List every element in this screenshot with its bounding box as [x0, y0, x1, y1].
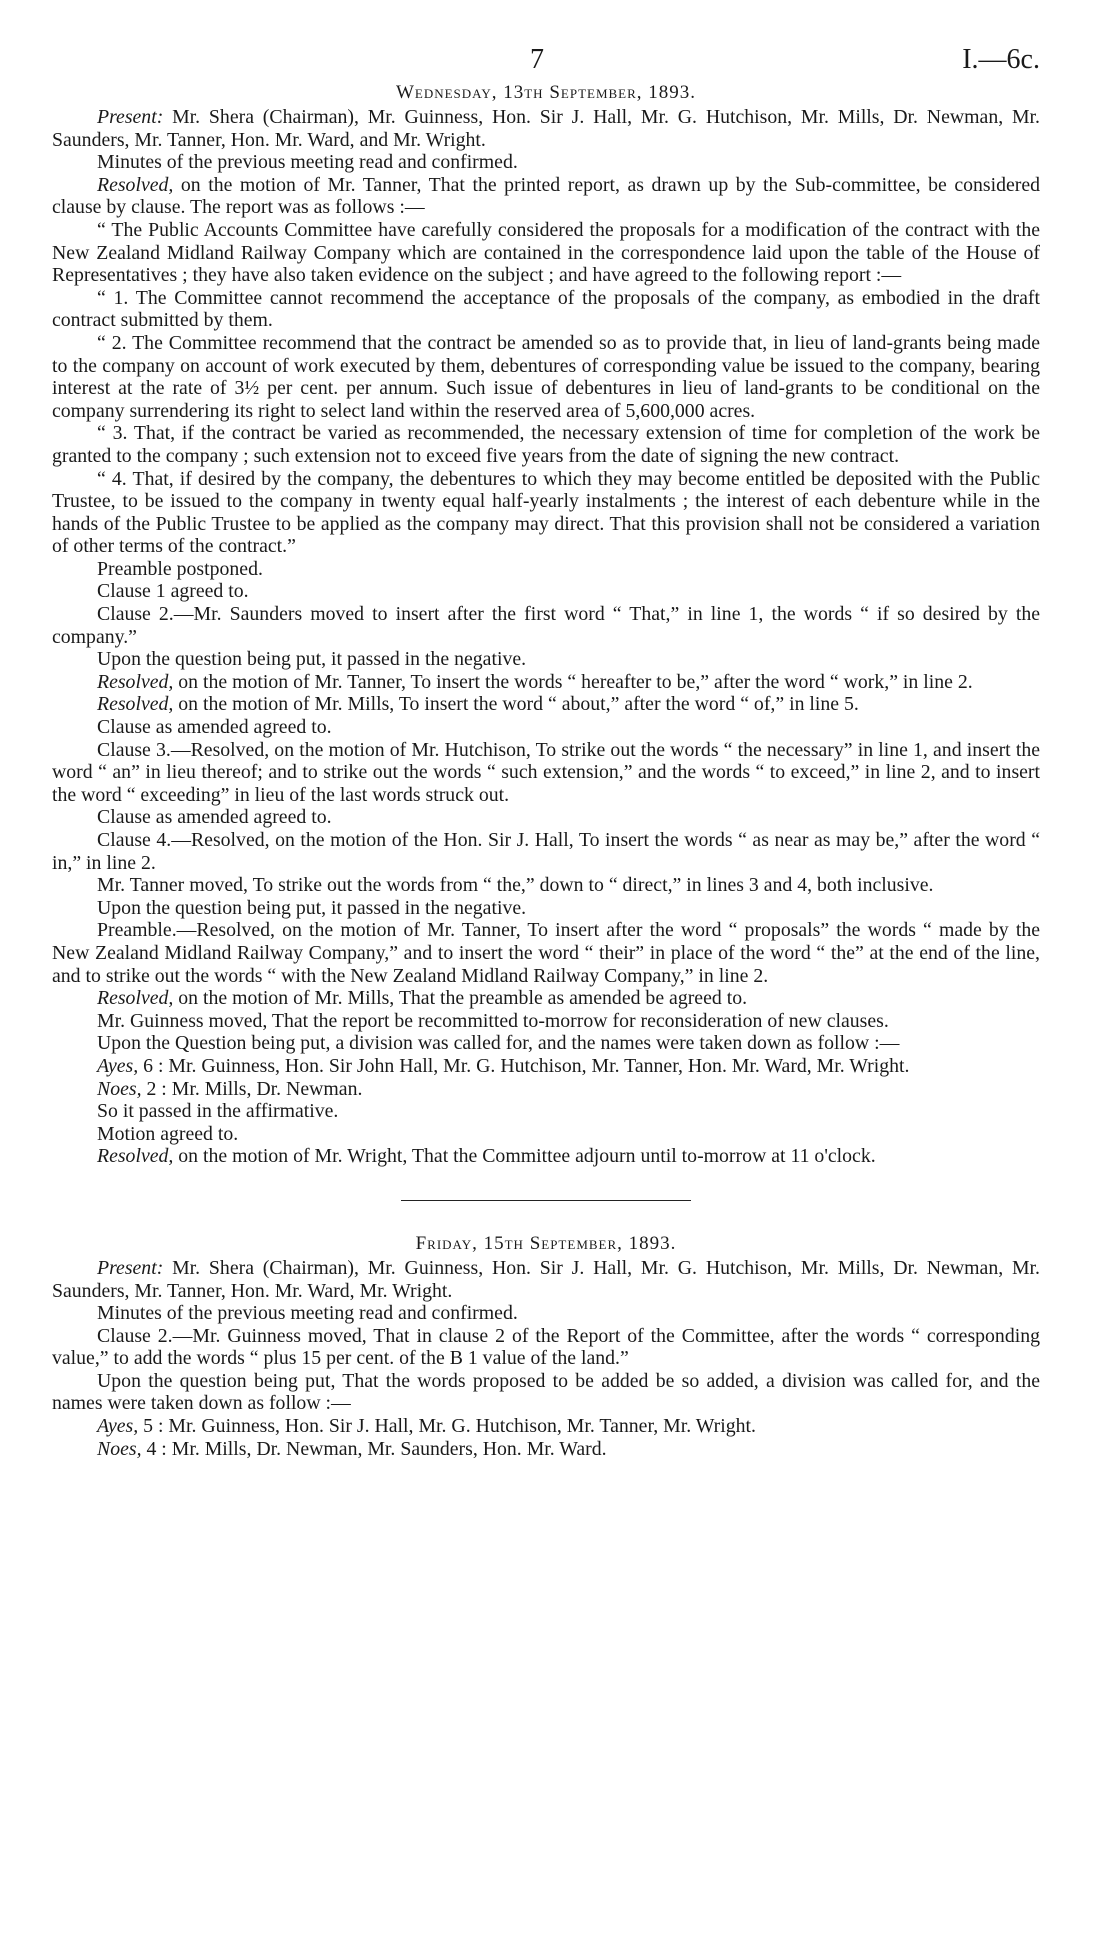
paragraph-lead: Resolved,	[97, 1145, 174, 1168]
paragraph-text: “ 4. That, if desired by the company, the debentures to which they may become entitled be deposited with the Public Trustee, to be issued to the company in twenty equal half-yearly instalments ; the interest of each debenture while in the hands of the Public Trustee to be applied as the company may direct. That this provision shall not be considered a variation of other terms of the contract.”	[52, 467, 1040, 558]
paragraph-text: Clause as amended agreed to.	[97, 716, 332, 739]
minutes-paragraph	[52, 1302, 1040, 1325]
minutes-paragraph	[52, 987, 1040, 1010]
minutes-section-friday	[52, 1233, 1040, 1460]
section-divider	[401, 1200, 691, 1201]
paragraph-text: Upon the Question being put, a division was called for, and the names were taken down as follow :—	[97, 1032, 900, 1055]
minutes-paragraph	[52, 1145, 1040, 1168]
minutes-paragraph	[52, 716, 1040, 739]
minutes-paragraph	[52, 739, 1040, 807]
paragraph-text: Clause 2.—Mr. Saunders moved to insert after the first word “ That,” in line 1, the words “ if so desired by the company.”	[52, 603, 1040, 648]
minutes-paragraph	[52, 897, 1040, 920]
paragraph-lead: Resolved,	[97, 987, 174, 1010]
paragraph-lead: Noes,	[97, 1077, 142, 1100]
minutes-paragraph	[52, 287, 1040, 332]
section-body	[52, 106, 1040, 1168]
minutes-paragraph	[52, 806, 1040, 829]
minutes-paragraph	[52, 106, 1040, 151]
minutes-paragraph	[52, 468, 1040, 558]
section-date: Wednesday, 13th September, 1893.	[395, 82, 697, 103]
minutes-paragraph	[52, 648, 1040, 671]
paragraph-lead: Resolved,	[97, 693, 174, 716]
paragraph-text: So it passed in the affirmative.	[97, 1100, 339, 1123]
paragraph-lead: Ayes,	[97, 1415, 139, 1438]
minutes-section-wednesday	[52, 82, 1040, 1168]
paragraph-text: Mr. Tanner moved, To strike out the words from “ the,” down to “ direct,” in lines 3 and 4, both inclusive.	[97, 874, 934, 897]
paragraph-text: “ 3. That, if the contract be varied as recommended, the necessary extension of time for completion of the work be granted to the company ; such extension not to exceed five years from the date of signing the new contract.	[52, 422, 1040, 467]
minutes-paragraph	[52, 1325, 1040, 1370]
minutes-paragraph	[52, 671, 1040, 694]
paragraph-text: “ 2. The Committee recommend that the contract be amended so as to provide that, in lieu of land-grants being made to the company on account of work executed by them, debentures of corresponding value be issued to the company, bearing interest at the rate of 3½ per cent. per annum. Such issue of debentures in lieu of land-grants to be conditional on the company surrendering its right to select land within the reserved area of 5,600,000 acres.	[52, 331, 1040, 422]
minutes-paragraph	[52, 558, 1040, 581]
paragraph-text: Mr. Shera (Chairman), Mr. Guinness, Hon. Sir J. Hall, Mr. G. Hutchison, Mr. Mills, Dr. Newman, Mr. Saunders, Mr. Tanner, Hon. Mr. Ward, and Mr. Wright.	[52, 106, 1040, 151]
paragraph-text: 2 : Mr. Mills, Dr. Newman.	[141, 1077, 363, 1100]
minutes-paragraph	[52, 580, 1040, 603]
minutes-paragraph	[52, 332, 1040, 422]
minutes-paragraph	[52, 1032, 1040, 1055]
paragraph-text: Clause 4.—Resolved, on the motion of the Hon. Sir J. Hall, To insert the words “ as near as may be,” after the word “ in,” in line 2.	[52, 829, 1040, 874]
paragraph-text: 5 : Mr. Guinness, Hon. Sir J. Hall, Mr. G. Hutchison, Mr. Tanner, Mr. Wright.	[138, 1415, 756, 1438]
minutes-paragraph	[52, 829, 1040, 874]
minutes-paragraph	[52, 1055, 1040, 1078]
paragraph-text: 4 : Mr. Mills, Dr. Newman, Mr. Saunders, Hon. Mr. Ward.	[141, 1437, 607, 1460]
minutes-paragraph	[52, 219, 1040, 287]
minutes-paragraph	[52, 919, 1040, 987]
paragraph-text: Clause as amended agreed to.	[97, 806, 332, 829]
minutes-paragraph	[52, 1415, 1040, 1438]
paper-reference: I.—6c.	[962, 44, 1040, 75]
paragraph-text: Clause 2.—Mr. Guinness moved, That in clause 2 of the Report of the Committee, after the words “ corresponding value,” to add the words “ plus 15 per cent. of the B 1 value of the land.”	[52, 1324, 1040, 1370]
minutes-paragraph	[52, 1100, 1040, 1123]
paragraph-text: Mr. Shera (Chairman), Mr. Guinness, Hon. Sir J. Hall, Mr. G. Hutchison, Mr. Mills, Dr. Newman, Mr. Saunders, Mr. Tanner, Hon. Mr. Ward, Mr. Wright.	[52, 1256, 1040, 1302]
paragraph-text: 6 : Mr. Guinness, Hon. Sir John Hall, Mr. G. Hutchison, Mr. Tanner, Hon. Mr. Ward, Mr. Wright.	[138, 1054, 910, 1077]
paragraph-text: on the motion of Mr. Wright, That the Committee adjourn until to-morrow at 11 o'clock.	[173, 1145, 876, 1168]
paragraph-text: Motion agreed to.	[97, 1122, 239, 1145]
minutes-paragraph	[52, 1370, 1040, 1415]
paragraph-text: “ The Public Accounts Committee have carefully considered the proposals for a modification of the contract with the New Zealand Midland Railway Company which are contained in the correspondence laid upon the table of the House of Representatives ; they have also taken evidence on the subject ; and have agreed to the following report :—	[52, 218, 1040, 287]
paragraph-text: Upon the question being put, it passed in the negative.	[97, 896, 527, 919]
paragraph-text: Clause 3.—Resolved, on the motion of Mr. Hutchison, To strike out the words “ the necessary” in line 1, and insert the word “ an” in lieu thereof; and to strike out the words “ such extension,” and the words “ to exceed,” in line 2, and to insert the word “ exceeding” in lieu of the last words struck out.	[52, 738, 1040, 806]
paragraph-text: on the motion of Mr. Tanner, That the printed report, as drawn up by the Sub-committee, be considered clause by clause. The report was as follows :—	[52, 173, 1040, 219]
minutes-paragraph	[52, 174, 1040, 219]
paragraph-text: Minutes of the previous meeting read and confirmed.	[97, 1302, 518, 1325]
paragraph-text: on the motion of Mr. Tanner, To insert the words “ hereafter to be,” after the word “ work,” in line 2.	[173, 670, 973, 693]
minutes-paragraph	[52, 1257, 1040, 1302]
page-number: 7	[530, 44, 544, 75]
paragraph-lead: Resolved,	[97, 670, 174, 693]
section-body	[52, 1257, 1040, 1460]
paragraph-text: Mr. Guinness moved, That the report be recommitted to-morrow for reconsideration of new clauses.	[97, 1009, 889, 1032]
paragraph-text: Clause 1 agreed to.	[97, 580, 249, 603]
paragraph-lead: Present:	[97, 106, 164, 128]
paragraph-text: Preamble.—Resolved, on the motion of Mr. Tanner, To insert after the word “ proposals” the words “ made by the New Zealand Midland Railway Company,” and to insert the word “ their” in place of the word “ the” at the end of the line, and to strike out the words “ with the New Zealand Midland Railway Company,” in line 2.	[52, 919, 1040, 987]
paragraph-text: Upon the question being put, That the words proposed to be added be so added, a division was called for, and the names were taken down as follow :—	[52, 1369, 1040, 1415]
paragraph-lead: Noes,	[97, 1437, 142, 1460]
paragraph-text: Upon the question being put, it passed in the negative.	[97, 648, 527, 671]
minutes-paragraph	[52, 1078, 1040, 1101]
document-page	[52, 0, 1040, 1460]
minutes-paragraph	[52, 422, 1040, 467]
minutes-paragraph	[52, 1010, 1040, 1033]
paragraph-text: Minutes of the previous meeting read and confirmed.	[97, 151, 518, 174]
paragraph-text: “ 1. The Committee cannot recommend the acceptance of the proposals of the company, as embodied in the draft contract submitted by them.	[52, 286, 1040, 332]
minutes-paragraph	[52, 874, 1040, 897]
paragraph-lead: Present:	[97, 1256, 164, 1279]
minutes-paragraph	[52, 1123, 1040, 1146]
paragraph-text: on the motion of Mr. Mills, That the preamble as amended be agreed to.	[173, 987, 748, 1010]
minutes-paragraph	[52, 151, 1040, 174]
page-header	[52, 0, 1040, 82]
paragraph-lead: Resolved,	[97, 173, 174, 196]
paragraph-text: Preamble postponed.	[97, 557, 263, 580]
minutes-paragraph	[52, 693, 1040, 716]
minutes-paragraph	[52, 1438, 1040, 1461]
paragraph-lead: Ayes,	[97, 1054, 139, 1077]
section-date: Friday, 15th September, 1893.	[415, 1232, 677, 1254]
paragraph-text: on the motion of Mr. Mills, To insert the word “ about,” after the word “ of,” in line 5.	[173, 693, 859, 716]
minutes-paragraph	[52, 603, 1040, 648]
